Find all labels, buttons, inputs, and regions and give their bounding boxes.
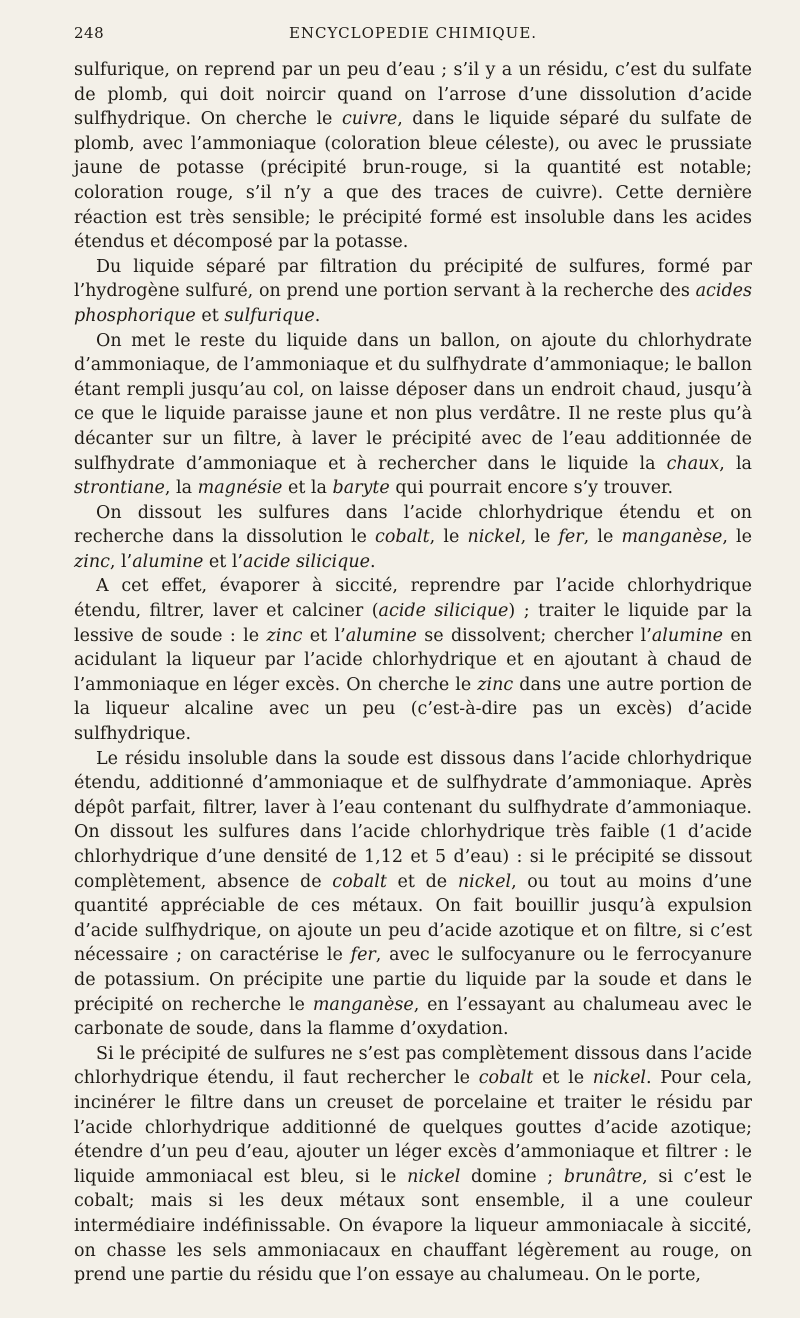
italic-term: zinc [74,551,110,572]
paragraph [74,574,752,746]
paragraph [74,747,752,1042]
paragraph [74,1042,752,1288]
text-run: et de [386,871,458,892]
italic-term: nickel [407,1166,461,1187]
text-run: en acidulant la liqueur par l’acide chlorhydrique et en ajoutant à chaud de l’ammoniaque en léger excès. On cherche le [74,625,752,695]
text-run: On met le reste du liquide dans un ballon, on ajoute du chlorhydrate d’ammoniaque, de l’ammoniaque et du sulfhydrate d’ammoniaque; le ballon étant rempli jusqu’au col, on laisse déposer dans un endroit chaud, jusqu’à ce que le liquide paraisse jaune et non plus verdâtre. Il ne reste plus qu’à décanter sur un filtre, à laver le précipité avec de l’eau additionnée de sulfhydrate d’ammoniaque et à rechercher dans le liquide la [74,330,752,474]
text-run: et [195,305,225,326]
paragraph [74,329,752,501]
text-run: sulfurique, on reprend par un peu d’eau ; s’il y a un résidu, c’est du sulfate de plomb, qui doit noircir quand on l’arrose d’une dissolution d’acide sulfhydrique. On cherche le [74,60,752,130]
text-run: , le [722,527,752,548]
paragraph [74,58,752,255]
italic-term: nickel [592,1068,647,1089]
italic-term: alumine [132,551,204,572]
italic-term: cobalt [375,527,430,548]
italic-term: nickel [457,871,512,892]
text-run: On dissout les sulfures dans l’acide chlorhydrique étendu et on recherche dans la dissolution le [74,502,752,548]
text-run: . [369,551,376,572]
text-run: Si le précipité de sulfures ne s’est pas complètement dissous dans l’acide chlorhydrique étendu, il faut rechercher le [74,1043,752,1089]
italic-term: acide silicique [378,601,509,622]
italic-term: zinc [266,625,303,646]
text-run: Le résidu insoluble dans la soude est dissous dans l’acide chlorhydrique étendu, additionné d’ammoniaque et de sulfhydrate d’ammoniaque. Après dépôt parfait, filtrer, laver à l’eau contenant du sulfhydrate d’ammoniaque. On dissout les sulfures dans l’acide chlorhydrique très faible (1 d’acide chlorhydrique d’une densité de 1,12 et 5 d’eau) : si le précipité se dissout complètement, absence de [74,748,752,892]
text-run: , en l’essayant au chalumeau avec le carbonate de soude, dans la flamme d’oxydation. [74,994,752,1040]
italic-term: nickel [467,527,521,548]
text-run: , ou tout au moins d’une quantité appréciable de ces métaux. On fait bouillir jusqu’à expulsion d’acide sulfhydrique, on ajoute un peu d’acide azotique et on filtre, si c’est nécessaire ; on caractérise le [74,871,752,966]
italic-term: fer [558,527,584,548]
body-text [74,58,752,1288]
text-run: , la [164,478,198,499]
text-run: qui pourrait encore s’y trouver. [389,478,674,499]
italic-term: acides phosphorique [74,281,752,326]
text-run: et la [282,478,333,499]
italic-term: sulfurique [224,305,315,326]
text-run: . Pour cela, incinérer le filtre dans un creuset de porcelaine et traiter le résidu par l’acide chlorhydrique additionné de quelques gouttes d’acide azotique; étendre d’un peu d’eau, ajouter un léger excès d’ammoniaque et filtrer : le liquide ammoniacal est bleu, si le [74,1068,753,1187]
text-run: A cet effet, évaporer à siccité, reprendre par l’acide chlorhydrique étendu, filtrer, laver et calciner ( [74,576,752,622]
italic-term: acide silicique [243,551,370,572]
italic-term: zinc [477,674,514,695]
text-run: ) ; traiter le liquide par la lessive de soude : le [74,601,752,646]
text-run: , le [429,527,468,548]
italic-term: fer [350,945,376,966]
italic-term: chaux [666,453,720,474]
page-number: 248 [74,24,105,42]
text-run: , la [719,453,752,474]
text-run: et l’ [302,625,346,646]
italic-term: cuivre [341,109,398,130]
italic-term: manganèse [621,527,723,548]
italic-term: baryte [332,478,390,499]
italic-term: cobalt [332,871,387,892]
text-run: , l’ [109,551,133,572]
italic-term: alumine [345,625,417,646]
italic-term: magnésie [197,478,283,499]
text-run: et l’ [203,551,243,572]
italic-term: cobalt [478,1068,534,1089]
text-run: domine ; [460,1166,564,1187]
text-run: , avec le sulfocyanure ou le ferrocyanure de potassium. On précipite une partie du liquide par la soude et dans le précipité on recherche le [74,945,752,1015]
text-run: , le [583,527,622,548]
paragraph [74,255,752,329]
paragraph [74,501,752,575]
text-run: et le [533,1068,593,1089]
page-header [74,24,752,50]
text-run: . [314,305,321,326]
italic-term: brunâtre [563,1166,643,1187]
italic-term: strontiane [74,478,165,499]
text-run: , dans le liquide séparé du sulfate de plomb, avec l’ammoniaque (coloration bleue céleste), ou avec le prussiate jaune de potasse (précipité brun-rouge, si la quantité est notable; coloration rouge, s’il n’y a que des traces de cuivre). Cette dernière réaction est très sensible; le précipité formé est insoluble dans les acides étendus et décomposé par la potasse. [74,109,752,253]
text-run: se dissolvent; chercher l’ [416,625,652,646]
italic-term: alumine [651,625,723,646]
text-run: , le [520,527,559,548]
running-title: ENCYCLOPEDIE CHIMIQUE. [288,24,538,42]
italic-term: manganèse [312,994,414,1015]
text-run: dans une autre portion de la liqueur alcaline avec un peu (c’est-à-dire pas un excès) d’acide sulfhydrique. [74,674,752,745]
text-run: Du liquide séparé par filtration du précipité de sulfures, formé par l’hydrogène sulfuré, on prend une portion servant à la recherche des [74,256,752,302]
text-run: , si c’est le cobalt; mais si les deux métaux sont ensemble, il a une couleur intermédiaire indéfinissable. On évapore la liqueur ammoniacale à siccité, on chasse les sels ammoniacaux en chauffant légèrement au rouge, on prend une partie du résidu que l’on essaye au chalumeau. On le porte, [74,1166,752,1286]
